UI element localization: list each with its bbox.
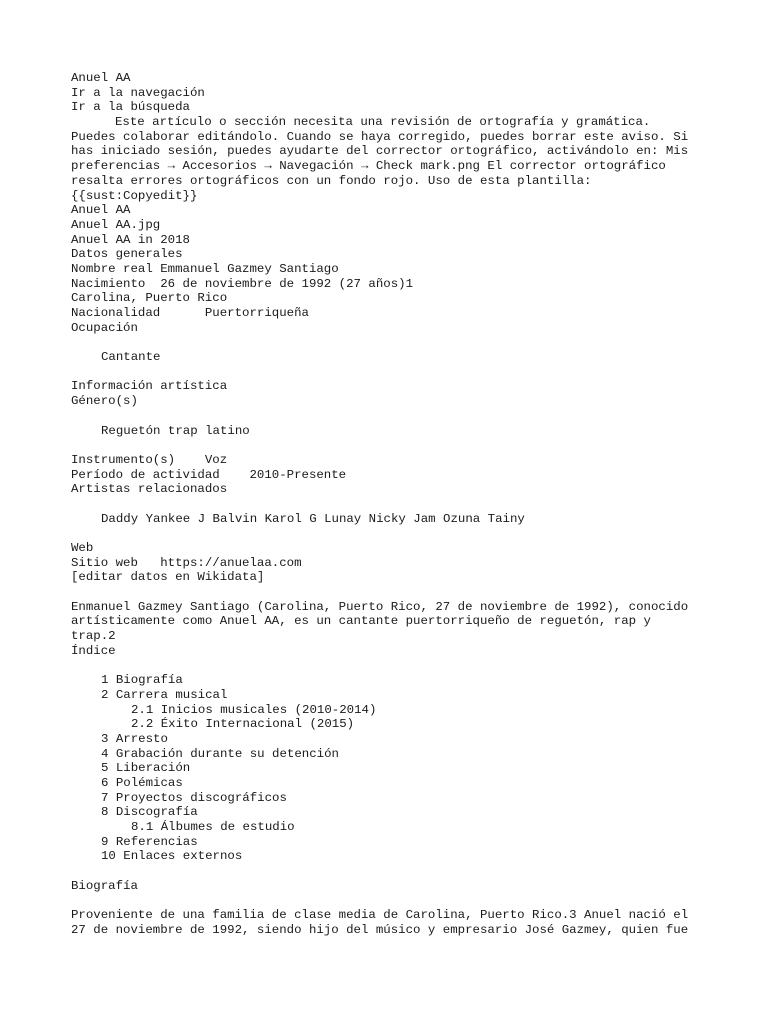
infobox-web-label: Web (71, 541, 94, 555)
toc-item[interactable]: 8 Discografía (101, 805, 198, 820)
skip-to-navigation-link[interactable]: Ir a la navegación (71, 85, 205, 100)
infobox-image-file[interactable]: Anuel AA.jpg (71, 217, 161, 232)
toc-subitem[interactable]: 8.1 Álbumes de estudio (131, 820, 295, 835)
biography-line: 27 de noviembre de 1992, siendo hijo del músico y empresario José Gazmey, quien fue (71, 922, 689, 937)
notice-line: {{sust:Copyedit}} (71, 188, 198, 203)
intro-line: artísticamente como Anuel AA, es un cantante puertorriqueño de reguetón, rap y (71, 614, 651, 629)
biography-line: Proveniente de una familia de clase media de Carolina, Puerto Rico.3 Anuel nació el (71, 908, 689, 923)
toc-subitem[interactable]: 2.2 Éxito Internacional (2015) (131, 717, 355, 732)
toc-subitem[interactable]: 2.1 Inicios musicales (2010-2014) (131, 702, 377, 717)
infobox-activity: Período de actividad 2010-Presente (71, 467, 347, 482)
toc-item[interactable]: 1 Biografía (101, 673, 183, 688)
notice-line: preferencias → Accesorios → Navegación → Check mark.png El corrector ortográfico (71, 159, 666, 174)
notice-line: Puedes colaborar editándolo. Cuando se haya corregido, puedes borrar este aviso. Si (71, 129, 689, 144)
infobox-caption: Anuel AA in 2018 (71, 232, 190, 247)
skip-to-search-link[interactable]: Ir a la búsqueda (71, 100, 190, 115)
infobox-nationality: Nacionalidad Puertorriqueña (71, 306, 309, 320)
infobox (71, 203, 731, 585)
notice-line: resalta errores ortográficos con un fondo rojo. Uso de esta plantilla: (71, 173, 592, 188)
toc-item[interactable]: 2 Carrera musical (101, 687, 228, 702)
table-of-contents (71, 644, 731, 864)
toc-item[interactable]: 3 Arresto (101, 731, 168, 746)
section-heading: Biografía (71, 878, 138, 893)
infobox-genre-value[interactable]: Reguetón trap latino (101, 423, 250, 438)
infobox-genre-label: Género(s) (71, 394, 138, 409)
toc-heading: Índice (71, 643, 116, 658)
page-title: Anuel AA (71, 71, 131, 85)
infobox-occupation-value[interactable]: Cantante (101, 350, 161, 365)
infobox-related-artists[interactable]: Daddy Yankee J Balvin Karol G Lunay Nicky Jam Ozuna Tainy (101, 511, 525, 526)
edit-wikidata-link[interactable]: [editar datos en Wikidata] (71, 570, 265, 585)
toc-item[interactable]: 6 Polémicas (101, 776, 183, 790)
toc-item[interactable]: 5 Liberación (101, 761, 191, 776)
infobox-title: Anuel AA (71, 203, 131, 218)
infobox-birth: Nacimiento 26 de noviembre de 1992 (27 años)1 (71, 276, 414, 291)
infobox-general-heading: Datos generales (71, 247, 183, 262)
intro-line: trap.2 (71, 629, 116, 644)
toc-item[interactable]: 10 Enlaces externos (101, 849, 243, 864)
toc-item[interactable]: 7 Proyectos discográficos (101, 790, 287, 805)
infobox-birth-place[interactable]: Carolina, Puerto Rico (71, 291, 228, 306)
notice-line: Este artículo o sección necesita una revisión de ortografía y gramática. (115, 115, 651, 130)
toc-item[interactable]: 4 Grabación durante su detención (101, 746, 339, 761)
toc-item[interactable]: 9 Referencias (101, 834, 198, 849)
infobox-occupation-label: Ocupación (71, 320, 138, 335)
infobox-website-link[interactable]: Sitio web https://anuelaa.com (71, 555, 302, 570)
infobox-instrument: Instrumento(s) Voz (71, 452, 228, 467)
intro-line: Enmanuel Gazmey Santiago (Carolina, Puerto Rico, 27 de noviembre de 1992), conocido (71, 599, 689, 614)
infobox-related-label: Artistas relacionados (71, 482, 228, 497)
copyedit-notice (71, 115, 731, 203)
infobox-artistic-heading: Información artística (71, 379, 228, 394)
infobox-real-name: Nombre real Emmanuel Gazmey Santiago (71, 261, 339, 276)
biography-section (71, 879, 731, 938)
notice-line: has iniciado sesión, puedes ayudarte del corrector ortográfico, activándolo en: Mis (71, 144, 689, 159)
article-document (71, 71, 731, 938)
intro-paragraph (71, 600, 731, 644)
